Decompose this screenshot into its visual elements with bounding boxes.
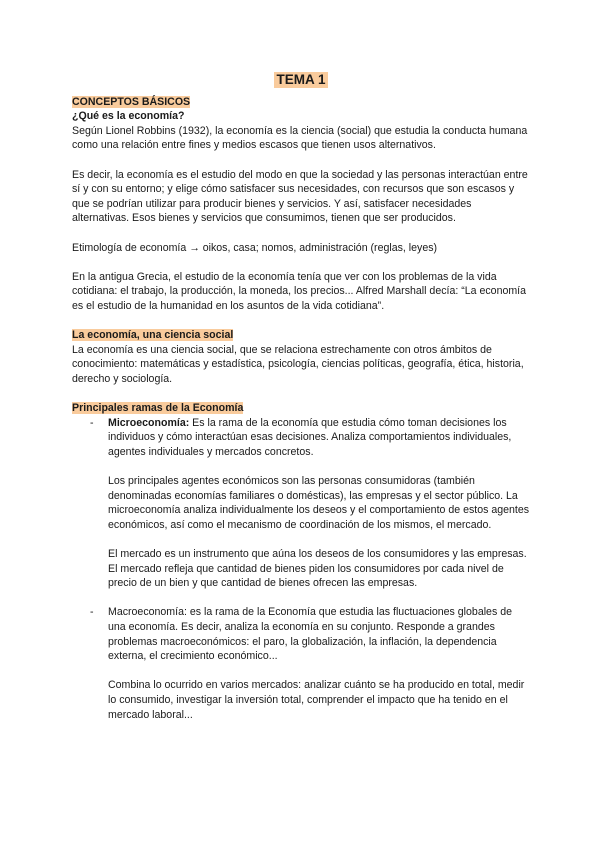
paragraph: Es decir, la economía es el estudio del modo en que la sociedad y las personas interactúan entre sí y con su entorno; y elige cómo satisfacer sus necesidades, con recursos que son escasos y que se podrían utilizar para producir bienes y servicios. Y así, satisfacer necesidades alternativas. Esos bienes y servicios que consumimos, tienen que ser producidos.	[72, 168, 528, 225]
list-item-paragraph: El mercado es un instrumento que aúna los deseos de los consumidores y las empresas. El mercado refleja que cantidad de bienes piden los consumidores por cada nivel de precio de un bien y que cantidad de bienes ofrecen las empresas.	[108, 548, 527, 590]
term-label: Microeconomía:	[108, 416, 190, 429]
section-ramas	[72, 401, 530, 722]
list-bullet: -	[90, 416, 94, 429]
branches-list	[72, 416, 530, 722]
list-item-paragraph: Los principales agentes económicos son las personas consumidoras (también denominadas economías familiares o domésticas), las empresas y el sector público. La microeconomía analiza individualmente los deseos y el comportamiento de estos agentes económicos, así como el mecanismo de coordinación de los mismos, el mercado.	[108, 475, 530, 531]
subheading-question: ¿Qué es la economía?	[72, 110, 185, 123]
list-item-paragraph: Combina lo ocurrido en varios mercados: analizar cuánto se ha producido en total, medir lo consumido, investigar la inversión total, comprender el impacto que ha tenido en el mercado laboral...	[108, 679, 525, 721]
list-item-microeconomia	[72, 416, 530, 591]
list-item-paragraph: Macroeconomía: es la rama de la Economía que estudia las fluctuaciones globales de una economía. Es decir, analiza la economía en su conjunto. Responde a grandes problemas macroeconómicos: el paro, la globalización, la inflación, la dependencia externa, el crecimiento económico...	[108, 606, 512, 663]
title-block	[72, 72, 530, 89]
list-bullet: -	[90, 606, 94, 619]
list-item-macroeconomia	[72, 605, 530, 722]
section-heading: La economía, una ciencia social	[72, 329, 234, 342]
paragraph: En la antigua Grecia, el estudio de la economía tenía que ver con los problemas de la vida cotidiana: el trabajo, la producción, la moneda, los precios... Alfred Marshall decía: “La economía es el estudio de la humanidad en los asuntos de la vida cotidiana”.	[72, 270, 527, 312]
section-ciencia-social	[72, 328, 530, 386]
paragraph: Según Lionel Robbins (1932), la economía es la ciencia (social) que estudia la conducta humana como una relación entre fines y medios escasos que tienen usos alternativos.	[72, 124, 528, 152]
section-heading: CONCEPTOS BÁSICOS	[72, 95, 191, 108]
term-description: Es la rama de la economía que estudia cómo toman decisiones los individuos y cómo interactúan esas decisiones. Analiza comportamientos individuales, agentes individuales y mercados concretos.	[108, 416, 512, 458]
paragraph: La economía es una ciencia social, que se relaciona estrechamente con otros ámbitos de conocimiento: matemáticas y estadística, psicología, ciencias políticas, geografía, ética, historia, derecho y sociología.	[72, 343, 524, 385]
paragraph: Etimología de economía → oikos, casa; nomos, administración (reglas, leyes)	[72, 241, 438, 254]
section-heading: Principales ramas de la Economía	[72, 402, 244, 415]
document-title: TEMA 1	[276, 72, 326, 87]
list-item-paragraph	[108, 416, 530, 460]
document-page	[72, 72, 530, 722]
section-conceptos-basicos	[72, 95, 530, 314]
